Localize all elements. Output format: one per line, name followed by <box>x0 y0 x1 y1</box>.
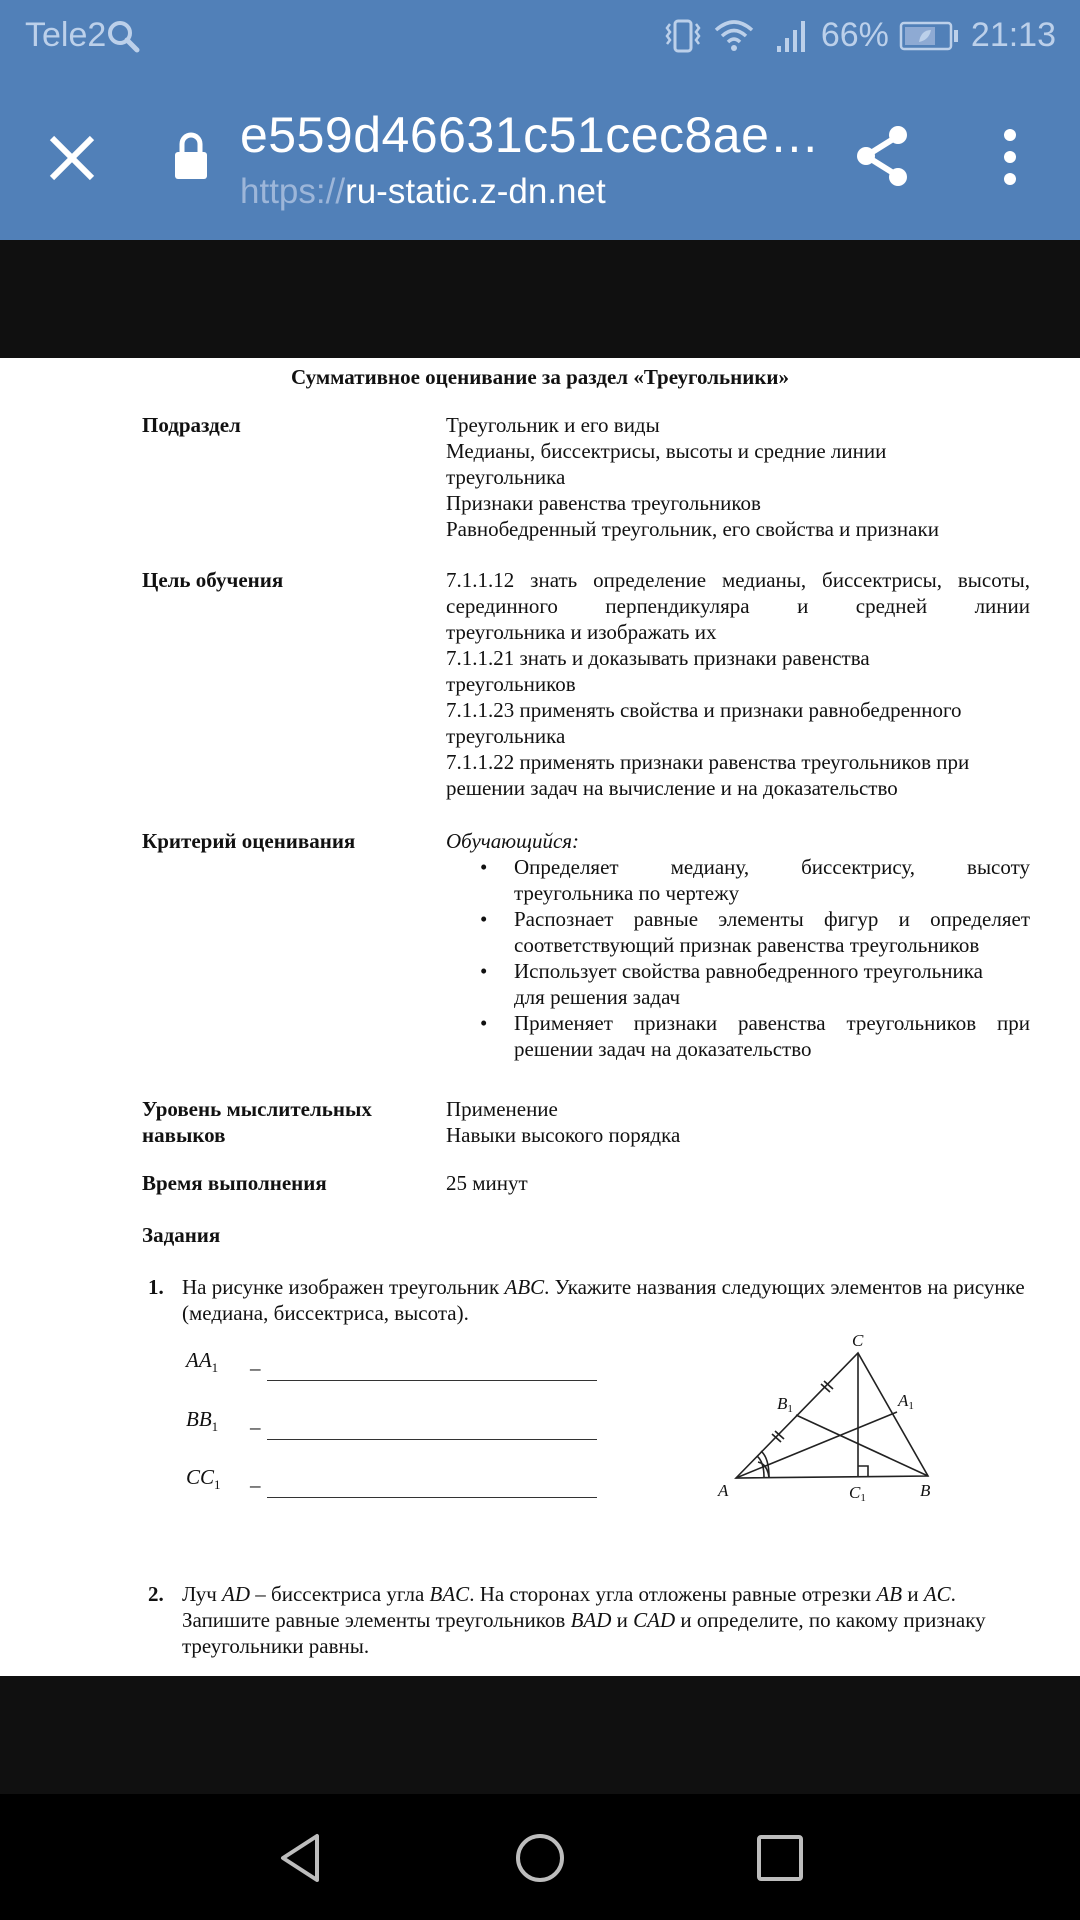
criteria-item <box>446 958 1030 1010</box>
answer-blank[interactable] <box>267 1420 597 1440</box>
segment-label: $BB_1$ <box>186 1406 219 1434</box>
label-b: B <box>920 1481 931 1500</box>
battery-saver-icon <box>899 20 961 52</box>
criteria-list <box>446 854 1030 1062</box>
value-line: Признаки равенства треугольников <box>446 491 761 515</box>
url-scheme: https:// <box>240 172 346 211</box>
wifi-icon <box>713 18 755 54</box>
clock: 21:13 <box>970 16 1056 54</box>
home-icon[interactable] <box>514 1832 566 1884</box>
answer-line-cc1 <box>186 1464 597 1498</box>
label-b1: B1 <box>777 1394 793 1415</box>
page-title: e559d46631c51cec8ae… <box>240 107 820 163</box>
answer-line-bb1 <box>186 1406 597 1440</box>
dash: – <box>250 1473 261 1497</box>
criteria-line: • Применяет признаки равенства треугольников при <box>514 1011 1030 1035</box>
criteria-intro: Обучающийся: <box>446 829 580 853</box>
criteria-line: соответствующий признак равенства треугольников <box>514 933 980 957</box>
battery-percent: 66% <box>820 16 889 54</box>
carrier-name: Tele2 <box>25 16 107 54</box>
status-icons <box>663 16 1056 55</box>
value-line: Равнобедренный треугольник, его свойства и признаки <box>446 517 939 541</box>
value-line: 7.1.1.21 знать и доказывать признаки равенства <box>446 646 870 670</box>
row-value <box>446 828 1030 1062</box>
row-label: Подраздел <box>142 413 241 437</box>
text-run: рисунке (медиана, биссектриса, высота). <box>182 1275 1025 1325</box>
criteria-item <box>446 1010 1030 1062</box>
task-text: Луч AD – биссектриса угла BAC. На сторонах угла отложены равные отрезки AB и AC. Запишите равные элементы треугольников BAD и CAD и определите, по какому признаку треугольники равны. <box>182 1582 986 1658</box>
task-number: 1. <box>148 1275 164 1299</box>
carrier-group <box>25 16 140 55</box>
recents-icon[interactable] <box>754 1832 806 1884</box>
math-run: ABC <box>504 1275 545 1299</box>
dash: – <box>250 1415 261 1439</box>
text-run: На рисунке изображен треугольник <box>182 1275 505 1299</box>
row-label: Критерий оценивания <box>142 829 356 853</box>
close-icon[interactable] <box>46 132 98 184</box>
segment-label: $CC_1$ <box>186 1464 221 1492</box>
criteria-line: • Определяет медиану, биссектрису, высоту <box>514 855 1030 879</box>
task-text <box>182 1274 1038 1326</box>
value-line: 7.1.1.22 применять признаки равенства треугольников при <box>446 750 970 774</box>
label-line: навыков <box>142 1123 226 1147</box>
label-c1: C1 <box>849 1483 866 1504</box>
criteria-item <box>446 906 1030 958</box>
row-value <box>446 567 1030 801</box>
viewer-bottom-band <box>0 1676 1080 1794</box>
label-a: A <box>718 1481 729 1500</box>
signal-icon <box>775 18 811 54</box>
more-vert-icon[interactable] <box>996 128 1024 186</box>
value-line: треугольника <box>446 465 566 489</box>
row-value <box>446 1096 1030 1148</box>
value-line: Треугольник и его виды <box>446 413 660 437</box>
value-line: Навыки высокого порядка <box>446 1123 681 1147</box>
segment-label: $AA_1$ <box>186 1347 219 1375</box>
vibrate-icon <box>663 18 703 54</box>
value-line: решении задач на вычисление и на доказательство <box>446 776 898 800</box>
value-line: 7.1.1.12 знать определение медианы, биссектрисы, высоты, <box>446 568 1030 592</box>
value-line: 25 минут <box>446 1171 528 1195</box>
criteria-item <box>446 854 1030 906</box>
document-title: Суммативное оценивание за раздел «Треугольники» <box>290 365 790 389</box>
search-icon <box>106 19 140 53</box>
url-display[interactable] <box>240 172 606 212</box>
status-bar <box>0 0 1080 76</box>
label-c: C <box>852 1331 864 1350</box>
row-label: Цель обучения <box>142 568 284 592</box>
answer-blank[interactable] <box>267 1478 597 1498</box>
value-line: Медианы, биссектрисы, высоты и средние линии <box>446 439 887 463</box>
row-value <box>446 1170 1030 1196</box>
criteria-line: решении задач на доказательство <box>514 1037 812 1061</box>
tasks-heading: Задания <box>142 1223 221 1247</box>
value-line: треугольника и изображать их <box>446 620 717 644</box>
custom-tab-toolbar <box>0 76 1080 240</box>
criteria-line: для решения задач <box>514 985 681 1009</box>
triangle-abc-figure <box>712 1326 952 1506</box>
text-run: признаку треугольники равны. <box>182 1608 986 1658</box>
criteria-line: треугольника по чертежу <box>514 881 740 905</box>
share-icon[interactable] <box>852 124 912 188</box>
dash: – <box>250 1356 261 1380</box>
document-page[interactable] <box>0 358 1080 1676</box>
value-line: 7.1.1.23 применять свойства и признаки равнобедренного <box>446 698 962 722</box>
answer-blank[interactable] <box>267 1361 597 1381</box>
criteria-line: • Использует свойства равнобедренного треугольника <box>514 959 983 983</box>
value-line: серединного перпендикуляра и средней линии <box>446 594 1030 618</box>
viewer-top-band <box>0 240 1080 358</box>
url-host: ru-static.z-dn.net <box>345 172 606 211</box>
criteria-line: • Распознает равные элементы фигур и определяет <box>514 907 1030 931</box>
label-a1: A1 <box>898 1391 914 1412</box>
answer-line-aa1 <box>186 1347 597 1381</box>
task-number: 2. <box>148 1582 164 1606</box>
value-line: треугольника <box>446 724 566 748</box>
row-value <box>446 412 1030 542</box>
system-nav-bar <box>0 1794 1080 1920</box>
lock-icon[interactable] <box>174 132 208 180</box>
label-line: Уровень мыслительных <box>142 1097 372 1121</box>
text-run: . Укажите названия следующих элементов на <box>544 1275 948 1299</box>
row-label <box>142 1096 432 1148</box>
back-icon[interactable] <box>275 1832 327 1884</box>
value-line: Применение <box>446 1097 558 1121</box>
value-line: треугольников <box>446 672 576 696</box>
row-label: Время выполнения <box>142 1171 327 1195</box>
